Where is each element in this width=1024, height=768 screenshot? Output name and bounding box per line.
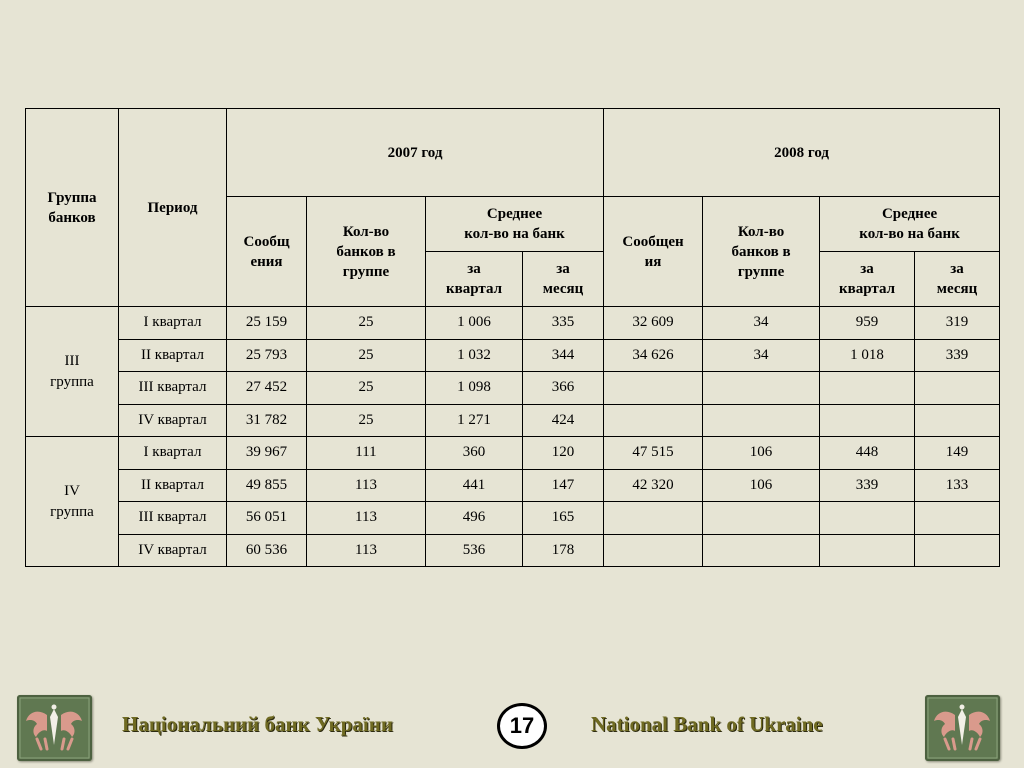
banks-count-2007-cell: 111 xyxy=(307,437,426,470)
per-quarter-2008-cell xyxy=(820,534,915,567)
banks-count-2007-cell: 113 xyxy=(307,502,426,535)
bank-emblem-icon xyxy=(17,695,92,761)
period-cell: IV квартал xyxy=(119,404,227,437)
header-avg-per-bank-2007: Среднее кол-во на банк xyxy=(426,197,604,252)
per-month-2008-cell xyxy=(915,534,1000,567)
per-month-2007-cell: 147 xyxy=(523,469,604,502)
per-quarter-2007-cell: 1 032 xyxy=(426,339,523,372)
table-body xyxy=(26,307,1000,567)
banks-count-2008-cell xyxy=(703,372,820,405)
per-quarter-2007-cell: 360 xyxy=(426,437,523,470)
banks-count-2007-cell: 113 xyxy=(307,469,426,502)
per-month-2008-cell xyxy=(915,502,1000,535)
messages-2008-cell: 32 609 xyxy=(604,307,703,340)
per-month-2008-cell: 133 xyxy=(915,469,1000,502)
per-month-2007-cell: 178 xyxy=(523,534,604,567)
per-month-2007-cell: 366 xyxy=(523,372,604,405)
footer-title-ua: Національний банк України xyxy=(122,712,393,736)
bank-messages-table xyxy=(25,108,1000,567)
footer-title-en: National Bank of Ukraine xyxy=(591,712,823,736)
bank-group-cell: IV группа xyxy=(26,437,119,567)
table-row xyxy=(26,534,1000,567)
per-quarter-2008-cell xyxy=(820,372,915,405)
bank-emblem-left xyxy=(17,695,92,761)
bank-emblem-icon xyxy=(925,695,1000,761)
page-number: 17 xyxy=(497,703,547,749)
banks-count-2008-cell xyxy=(703,534,820,567)
per-quarter-2007-cell: 536 xyxy=(426,534,523,567)
per-quarter-2008-cell xyxy=(820,502,915,535)
banks-count-2008-cell: 106 xyxy=(703,469,820,502)
per-month-2007-cell: 120 xyxy=(523,437,604,470)
messages-2007-cell: 60 536 xyxy=(227,534,307,567)
period-cell: III квартал xyxy=(119,372,227,405)
table-row xyxy=(26,437,1000,470)
table-row xyxy=(26,372,1000,405)
per-month-2007-cell: 335 xyxy=(523,307,604,340)
header-per-quarter-2007: за квартал xyxy=(426,252,523,307)
header-banks-count-2007: Кол-во банков в группе xyxy=(307,197,426,307)
table-row xyxy=(26,404,1000,437)
table-row xyxy=(26,307,1000,340)
banks-count-2007-cell: 113 xyxy=(307,534,426,567)
per-month-2007-cell: 424 xyxy=(523,404,604,437)
header-messages-2007: Сообщ ения xyxy=(227,197,307,307)
header-avg-per-bank-2008: Среднее кол-во на банк xyxy=(820,197,1000,252)
per-month-2008-cell xyxy=(915,404,1000,437)
banks-count-2008-cell xyxy=(703,404,820,437)
per-quarter-2008-cell: 1 018 xyxy=(820,339,915,372)
banks-count-2008-cell: 34 xyxy=(703,307,820,340)
period-cell: III квартал xyxy=(119,502,227,535)
per-month-2007-cell: 165 xyxy=(523,502,604,535)
per-quarter-2008-cell: 448 xyxy=(820,437,915,470)
per-quarter-2008-cell: 339 xyxy=(820,469,915,502)
banks-count-2007-cell: 25 xyxy=(307,404,426,437)
bank-emblem-right xyxy=(925,695,1000,761)
per-month-2008-cell: 319 xyxy=(915,307,1000,340)
per-month-2008-cell: 339 xyxy=(915,339,1000,372)
header-per-month-2008: за месяц xyxy=(915,252,1000,307)
period-cell: I квартал xyxy=(119,307,227,340)
header-banks-count-2008: Кол-во банков в группе xyxy=(703,197,820,307)
messages-2008-cell: 42 320 xyxy=(604,469,703,502)
header-bank-group: Группа банков xyxy=(26,109,119,307)
messages-2007-cell: 49 855 xyxy=(227,469,307,502)
messages-2007-cell: 39 967 xyxy=(227,437,307,470)
table-row xyxy=(26,469,1000,502)
header-year-2007: 2007 год xyxy=(227,109,604,197)
per-quarter-2007-cell: 441 xyxy=(426,469,523,502)
per-month-2007-cell: 344 xyxy=(523,339,604,372)
per-month-2008-cell xyxy=(915,372,1000,405)
bank-group-cell: III группа xyxy=(26,307,119,437)
per-quarter-2007-cell: 1 098 xyxy=(426,372,523,405)
messages-2008-cell xyxy=(604,404,703,437)
header-per-quarter-2008: за квартал xyxy=(820,252,915,307)
header-year-2008: 2008 год xyxy=(604,109,1000,197)
messages-2007-cell: 27 452 xyxy=(227,372,307,405)
banks-count-2007-cell: 25 xyxy=(307,307,426,340)
messages-2007-cell: 31 782 xyxy=(227,404,307,437)
per-month-2008-cell: 149 xyxy=(915,437,1000,470)
banks-count-2007-cell: 25 xyxy=(307,339,426,372)
period-cell: II квартал xyxy=(119,339,227,372)
banks-count-2008-cell xyxy=(703,502,820,535)
per-quarter-2007-cell: 1 006 xyxy=(426,307,523,340)
per-quarter-2007-cell: 496 xyxy=(426,502,523,535)
messages-2008-cell xyxy=(604,372,703,405)
banks-count-2008-cell: 106 xyxy=(703,437,820,470)
messages-2007-cell: 25 793 xyxy=(227,339,307,372)
messages-2008-cell xyxy=(604,534,703,567)
period-cell: I квартал xyxy=(119,437,227,470)
banks-count-2007-cell: 25 xyxy=(307,372,426,405)
banks-count-2008-cell: 34 xyxy=(703,339,820,372)
messages-2008-cell: 47 515 xyxy=(604,437,703,470)
messages-2008-cell: 34 626 xyxy=(604,339,703,372)
messages-2007-cell: 56 051 xyxy=(227,502,307,535)
per-quarter-2007-cell: 1 271 xyxy=(426,404,523,437)
table-row xyxy=(26,502,1000,535)
per-quarter-2008-cell: 959 xyxy=(820,307,915,340)
header-period: Период xyxy=(119,109,227,307)
per-quarter-2008-cell xyxy=(820,404,915,437)
period-cell: IV квартал xyxy=(119,534,227,567)
period-cell: II квартал xyxy=(119,469,227,502)
header-per-month-2007: за месяц xyxy=(523,252,604,307)
table-row xyxy=(26,339,1000,372)
header-messages-2008: Сообщен ия xyxy=(604,197,703,307)
messages-2007-cell: 25 159 xyxy=(227,307,307,340)
messages-2008-cell xyxy=(604,502,703,535)
